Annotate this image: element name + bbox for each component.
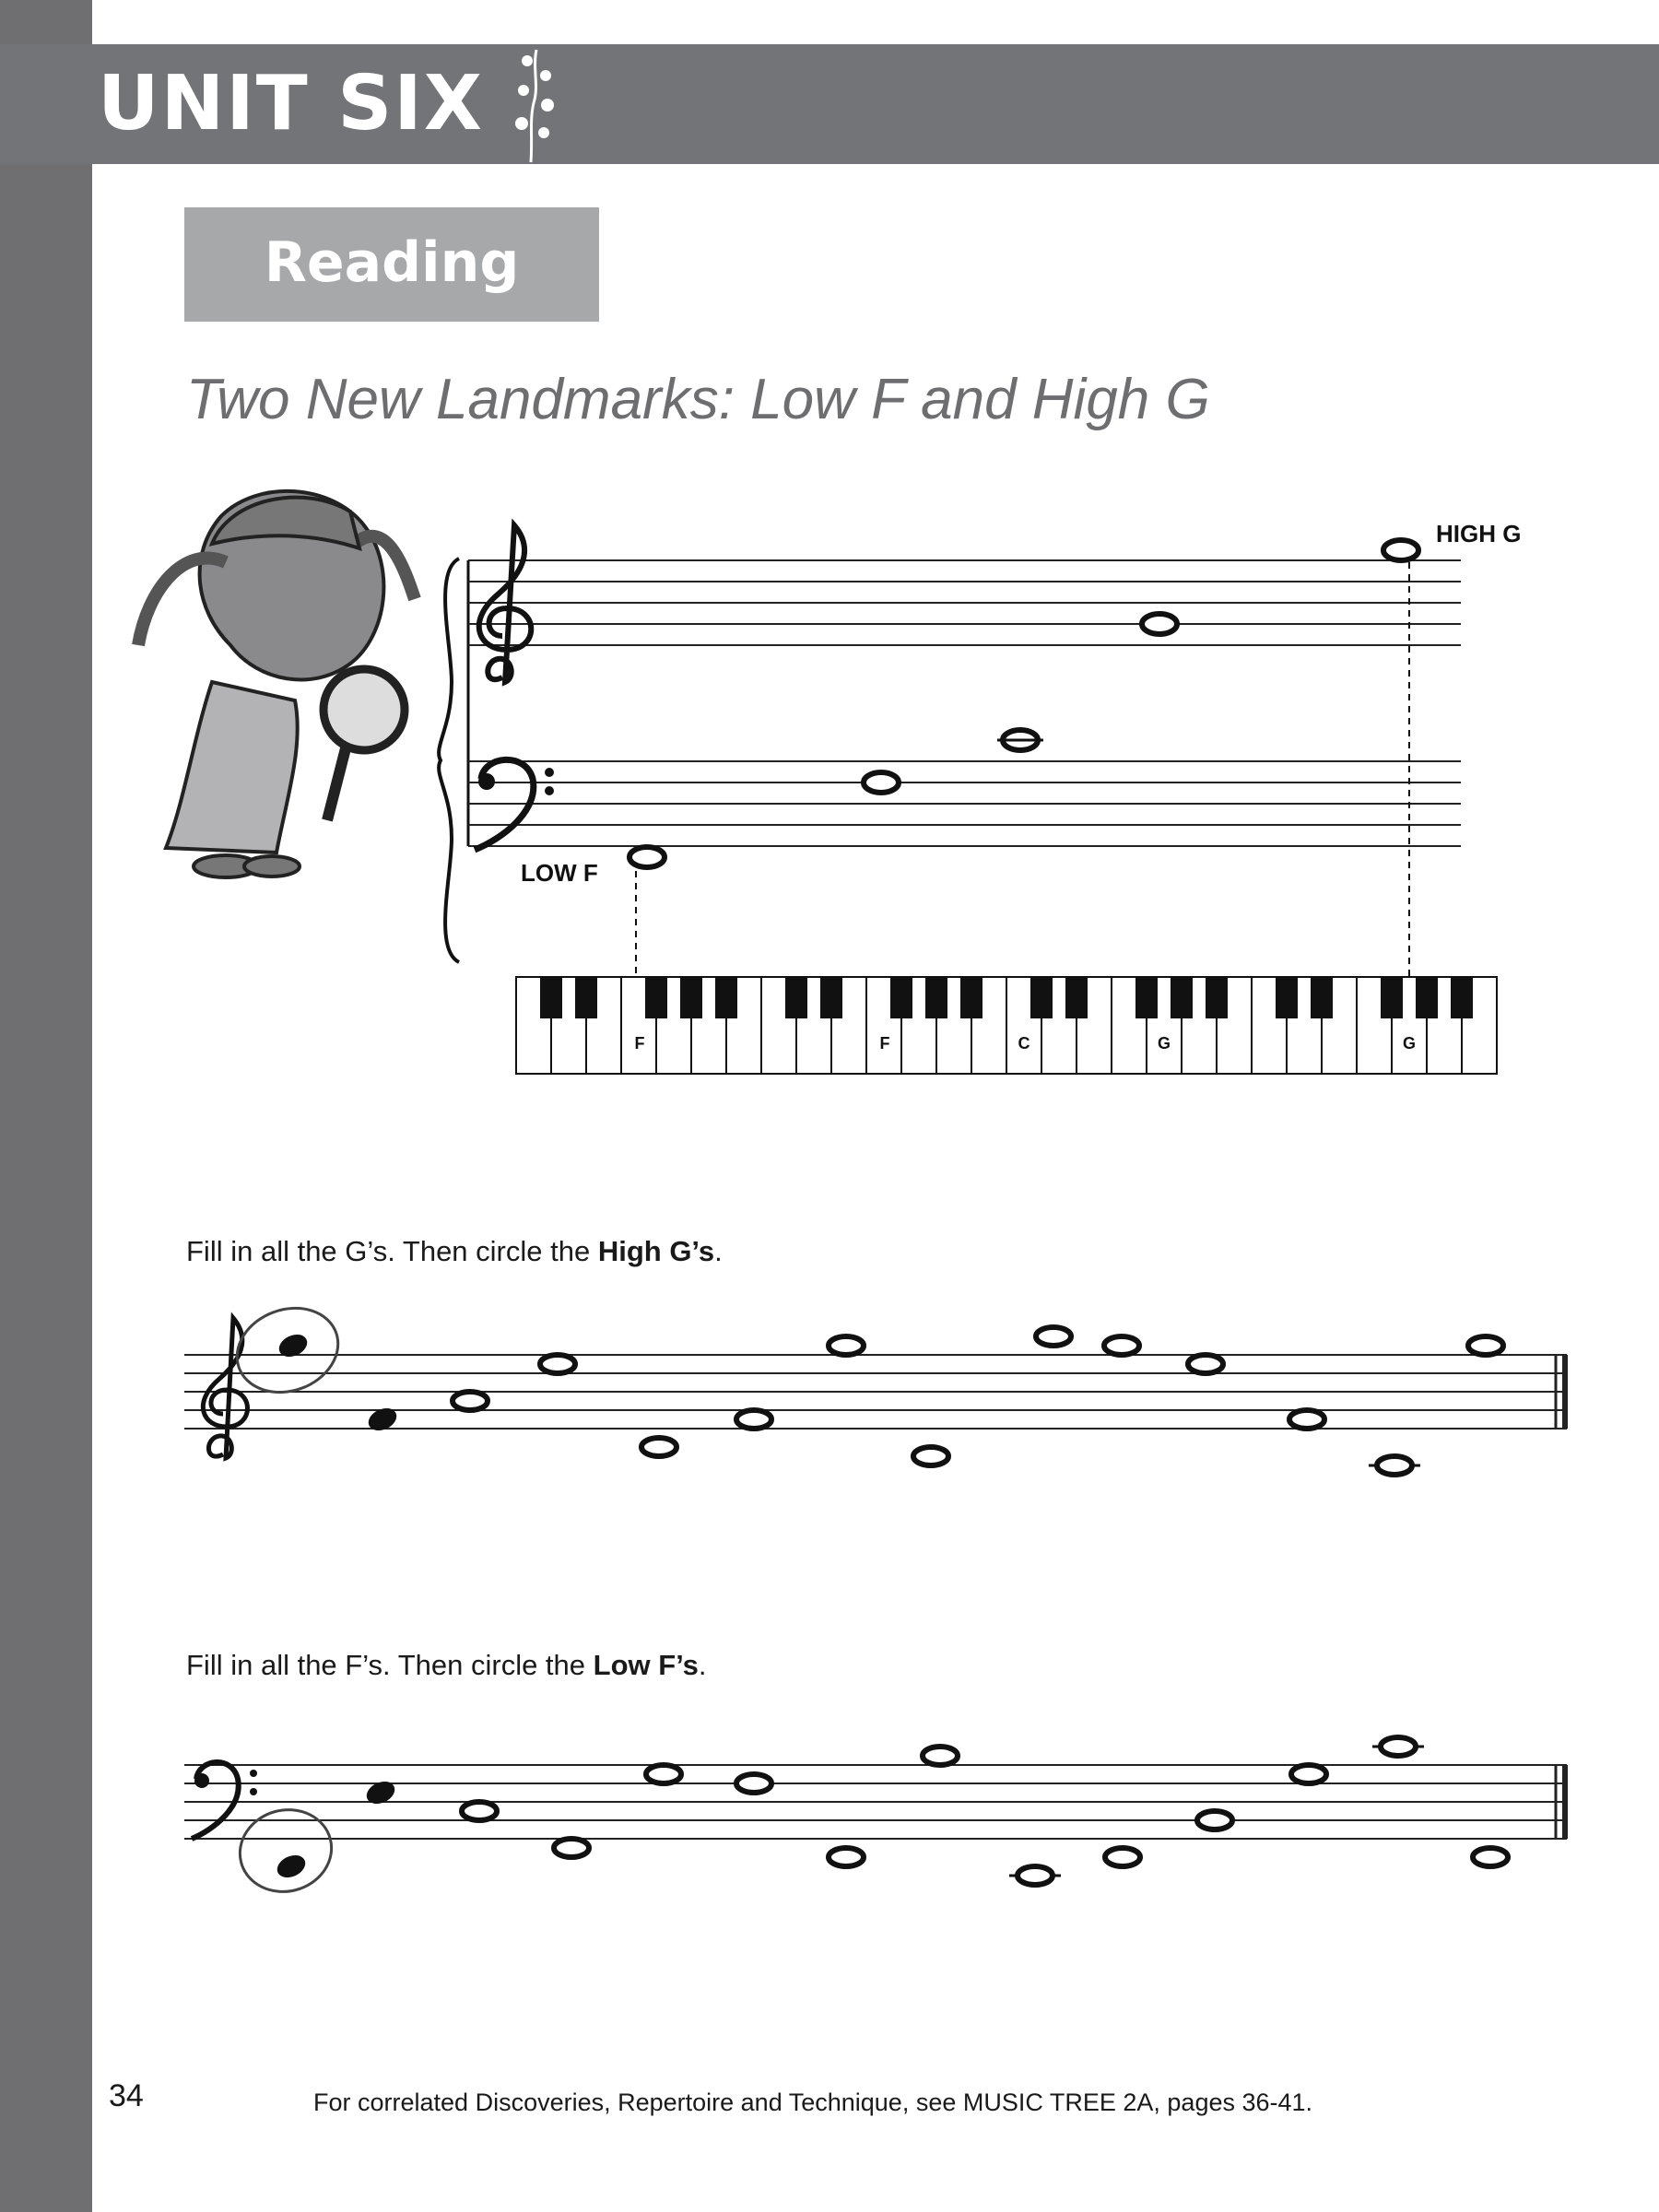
lesson-title: Two New Landmarks: Low F and High G bbox=[186, 368, 1210, 431]
exercise-2-instruction: Fill in all the F’s. Then circle the Low F’s. bbox=[186, 1649, 707, 1681]
whole-note bbox=[1291, 1765, 1326, 1783]
black-key bbox=[1451, 977, 1473, 1018]
landmark-notes bbox=[629, 540, 1418, 867]
note-high-g bbox=[1383, 540, 1418, 560]
filled-note bbox=[276, 1330, 311, 1360]
whole-note bbox=[646, 1765, 681, 1783]
black-key bbox=[1276, 977, 1298, 1018]
exercise-2-notes bbox=[274, 1737, 1508, 1885]
whole-note bbox=[462, 1802, 497, 1820]
whole-note bbox=[1289, 1410, 1324, 1429]
exercise-1-staff bbox=[0, 1300, 1659, 1484]
black-key bbox=[540, 977, 562, 1018]
whole-note bbox=[1105, 1848, 1140, 1866]
whole-note bbox=[1188, 1355, 1223, 1373]
page-number: 34 bbox=[109, 2078, 144, 2113]
whole-note bbox=[1381, 1737, 1416, 1756]
whole-note bbox=[829, 1336, 864, 1355]
bass-clef-icon bbox=[475, 759, 554, 850]
whole-note bbox=[1036, 1327, 1071, 1346]
note-low-f bbox=[629, 847, 665, 867]
whole-note bbox=[540, 1355, 575, 1373]
black-key bbox=[1171, 977, 1193, 1018]
black-key bbox=[925, 977, 947, 1018]
exercise-2-staff bbox=[0, 1714, 1659, 1926]
bass-staff bbox=[468, 761, 1461, 846]
treble-staff bbox=[468, 560, 1461, 645]
black-key bbox=[1030, 977, 1053, 1018]
key-label-f: F bbox=[879, 1034, 890, 1053]
whole-note bbox=[913, 1447, 948, 1465]
black-key bbox=[1416, 977, 1438, 1018]
black-key bbox=[890, 977, 912, 1018]
black-key bbox=[960, 977, 982, 1018]
key-label-g: G bbox=[1157, 1034, 1171, 1053]
exercise-1-notes bbox=[276, 1327, 1503, 1475]
whole-note bbox=[1473, 1848, 1508, 1866]
whole-note bbox=[829, 1848, 864, 1866]
black-key bbox=[820, 977, 842, 1018]
black-key bbox=[1311, 977, 1333, 1018]
filled-note bbox=[363, 1777, 398, 1807]
black-key bbox=[715, 977, 737, 1018]
whole-note bbox=[923, 1747, 958, 1765]
whole-note bbox=[736, 1410, 771, 1429]
black-key bbox=[1135, 977, 1158, 1018]
low-f-label: LOW F bbox=[521, 859, 598, 887]
grand-staff-brace bbox=[439, 559, 459, 962]
exercise-1-instruction: Fill in all the G’s. Then circle the High G’s. bbox=[186, 1235, 723, 1267]
black-key bbox=[1381, 977, 1403, 1018]
footer-note: For correlated Discoveries, Repertoire and Technique, see MUSIC TREE 2A, pages 36-41. bbox=[313, 2088, 1313, 2116]
high-g-label: HIGH G bbox=[1436, 520, 1522, 547]
whole-note bbox=[1468, 1336, 1503, 1355]
whole-note bbox=[641, 1438, 677, 1456]
whole-note bbox=[1197, 1811, 1232, 1830]
filled-note bbox=[365, 1404, 400, 1434]
black-key bbox=[680, 977, 702, 1018]
key-label-c: C bbox=[1018, 1034, 1030, 1053]
circled-example bbox=[230, 1800, 340, 1902]
key-label-f-low: F bbox=[634, 1034, 645, 1053]
bass-clef-icon bbox=[192, 1762, 257, 1839]
filled-note bbox=[274, 1851, 309, 1881]
whole-note bbox=[1104, 1336, 1139, 1355]
detective-mascot-icon bbox=[138, 491, 415, 877]
section-tab-label: Reading bbox=[264, 230, 520, 295]
unit-title: UNIT SIX bbox=[98, 60, 484, 147]
black-key bbox=[785, 977, 807, 1018]
whole-note bbox=[554, 1839, 589, 1857]
black-key bbox=[1206, 977, 1228, 1018]
note-g bbox=[1142, 614, 1177, 634]
whole-note bbox=[736, 1774, 771, 1793]
black-key bbox=[645, 977, 667, 1018]
whole-note bbox=[1377, 1456, 1412, 1475]
black-key bbox=[575, 977, 597, 1018]
whole-note bbox=[1018, 1866, 1053, 1885]
piano-keyboard bbox=[516, 977, 1497, 1074]
note-f bbox=[864, 772, 899, 793]
whole-note bbox=[453, 1392, 488, 1410]
key-label-g-high: G bbox=[1402, 1034, 1417, 1053]
black-key bbox=[1065, 977, 1088, 1018]
